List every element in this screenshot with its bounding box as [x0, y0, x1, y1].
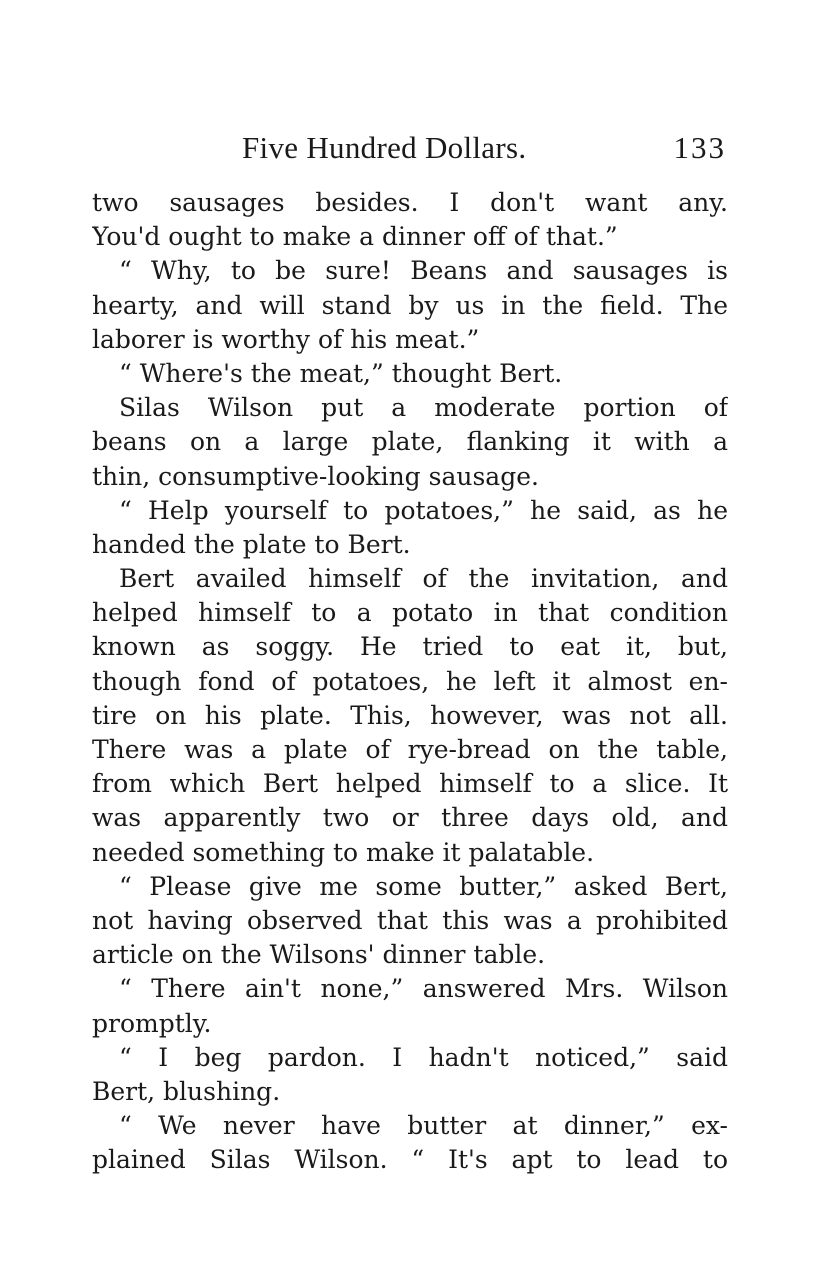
text-line: “ I beg pardon. I hadn't noticed,” said [119, 1042, 728, 1072]
text-line: Silas Wilson put a moderate portion of [119, 393, 728, 423]
body-text [92, 186, 728, 1177]
text-line: beans on a large plate, flanking it with a [92, 427, 728, 457]
text-line: thin, consumptive-looking sausage. [92, 461, 539, 491]
text-line: article on the Wilsons' dinner table. [92, 940, 546, 970]
text-line: “ Please give me some butter,” asked Bert, [119, 871, 728, 901]
text-line: helped himself to a potato in that condition [92, 598, 728, 628]
text-line: “ Why, to be sure! Beans and sausages is [119, 256, 728, 286]
text-line: “ We never have butter at dinner,” ex- [119, 1111, 728, 1141]
text-line: You'd ought to make a dinner off of that.” [92, 222, 618, 252]
page-number: 133 [673, 130, 726, 165]
text-line: plained Silas Wilson. “ It's apt to lead to [92, 1145, 728, 1175]
text-line: laborer is worthy of his meat.” [92, 324, 480, 354]
text-line: from which Bert helped himself to a slice. It [92, 769, 728, 799]
text-line: “ Help yourself to potatoes,” he said, as he [119, 495, 728, 525]
text-line: promptly. [92, 1008, 212, 1038]
text-line: though fond of potatoes, he left it almost en- [92, 666, 728, 696]
text-line: Bert, blushing. [92, 1076, 281, 1106]
running-header [92, 130, 728, 170]
text-line: “ There ain't none,” answered Mrs. Wilson [119, 974, 728, 1004]
text-line: was apparently two or three days old, and [92, 803, 728, 833]
text-line: handed the plate to Bert. [92, 529, 411, 559]
text-line: There was a plate of rye-bread on the table, [92, 735, 728, 764]
text-line: hearty, and will stand by us in the field. The [92, 290, 728, 320]
text-line: “ Where's the meat,” thought Bert. [119, 358, 563, 388]
text-line: Bert availed himself of the invitation, and [119, 564, 728, 594]
text-line: two sausages besides. I don't want any. [92, 188, 728, 217]
text-line: tire on his plate. This, however, was not all. [92, 700, 728, 730]
text-line: not having observed that this was a prohibited [92, 905, 728, 935]
text-line: needed something to make it palatable. [92, 837, 595, 867]
running-title: Five Hundred Dollars. [242, 130, 527, 165]
text-line: known as soggy. He tried to eat it, but, [92, 632, 728, 662]
